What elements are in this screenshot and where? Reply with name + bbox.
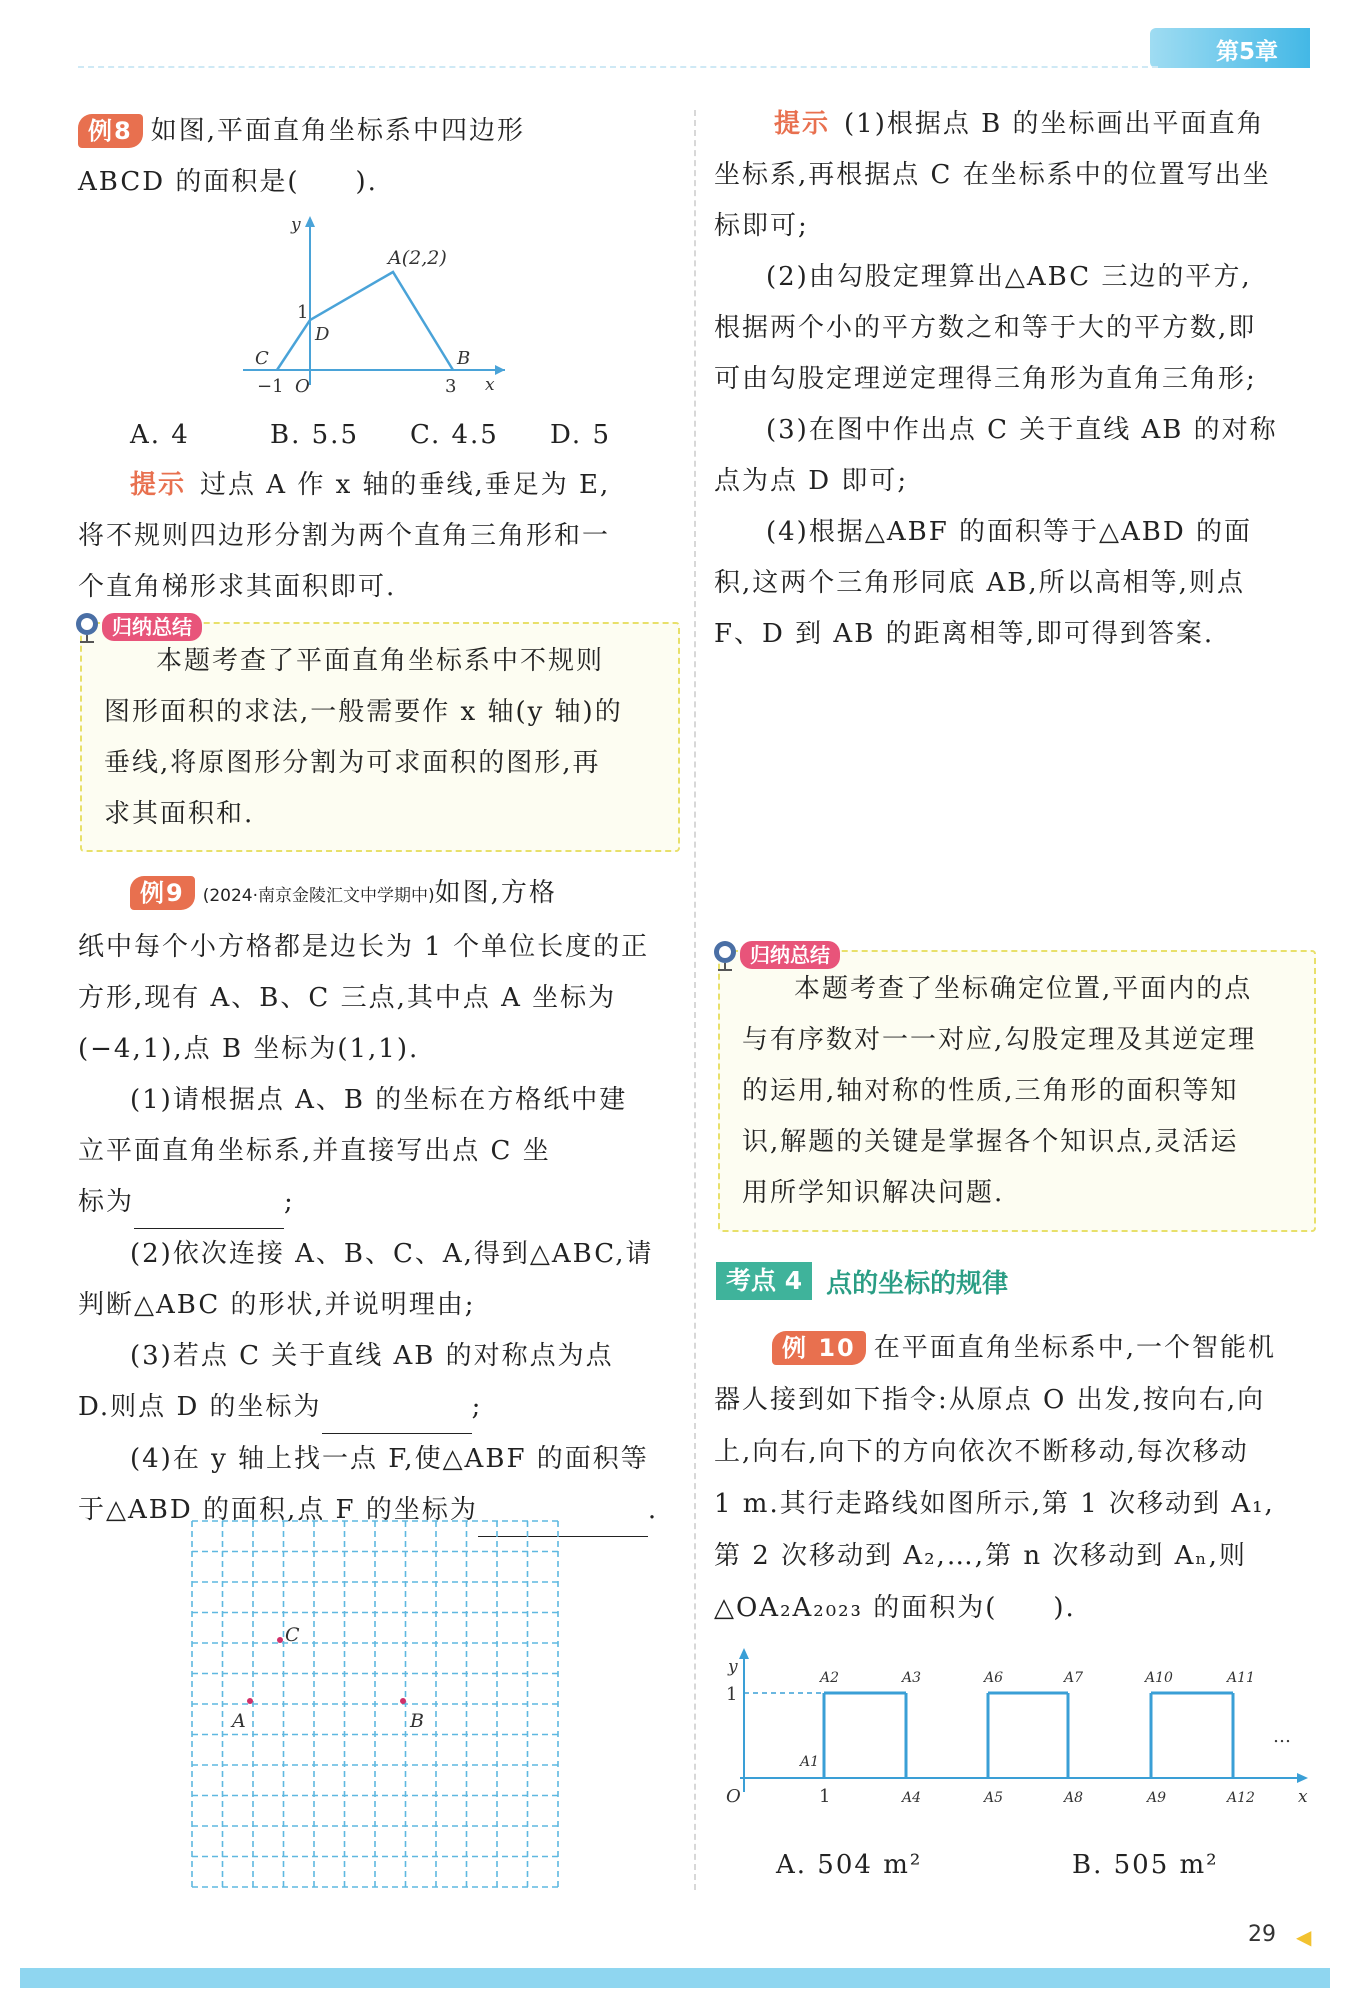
grid-lines [192,1521,558,1887]
ex10-path-figure [718,1642,1318,1812]
robot-path [824,1693,1233,1778]
ex9-source: (2024·南京金陵汇文中学期中) [202,886,435,906]
label-a4: A4 [902,1790,922,1806]
ex9-tip [714,99,1324,660]
summary1-line1: 本题考查了平面直角坐标系中不规则 [156,646,605,676]
chapter-label: 第5章 [1215,39,1278,65]
ex10-line2: 器人接到如下指令:从原点 O 出发,按向右,向 [714,1385,1266,1415]
tip9-p3a: (3)在图中作出点 C 关于直线 AB 的对称 [766,415,1278,445]
ex9-q4a: (4)在 y 轴上找一点 F,使△ABF 的面积等 [130,1444,649,1474]
ex10-line3: 上,向右,向下的方向依次不断移动,每次移动 [714,1437,1249,1467]
ex10-tick-y1: 1 [726,1684,738,1705]
example-8 [78,106,678,208]
example-10 [714,1322,1324,1634]
header-rule [78,66,1158,68]
ex8-origin: O [295,376,310,397]
ex9-grid-figure [188,1517,562,1891]
globe-icon [72,610,106,644]
ex9-q3a: (3)若点 C 关于直线 AB 的对称点为点 [130,1341,614,1371]
y-axis-arrow-icon [305,216,315,227]
grid-label-c: C [285,1624,300,1646]
ex10-option-a[interactable]: A. 504 m² [776,1850,923,1880]
summary1-badge-label: 归纳总结 [102,613,202,641]
label-a8: A8 [1064,1790,1084,1806]
grid-point-c [277,1637,283,1643]
column-divider [694,110,696,1890]
chapter-tab [1150,28,1310,68]
ex8-option-d[interactable]: D. 5 [550,420,611,450]
label-a1: A1 [800,1754,820,1770]
summary2-line3: 的运用,轴对称的性质,三角形的面积等知 [742,1076,1239,1106]
grid-label-a: A [232,1710,246,1732]
label-a9: A9 [1147,1790,1167,1806]
page-arrow-icon: ◀ [1296,1925,1312,1949]
tip9-p1c: 标即可; [714,211,809,241]
ex8-tip [78,460,688,613]
label-a5: A5 [984,1790,1004,1806]
ex8-tip-line2: 将不规则四边形分割为两个直角三角形和一 [78,521,611,551]
ex10-line1: 在平面直角坐标系中,一个智能机 [873,1333,1277,1363]
label-a7: A7 [1064,1670,1084,1686]
ex9-line4: (−4,1),点 B 坐标为(1,1). [78,1034,420,1064]
kaodian-label: 考点 4 [716,1262,812,1300]
label-a2: A2 [820,1670,840,1686]
section-header-kaodian-4 [716,1262,1008,1300]
ex9-q2a: (2)依次连接 A、B、C、A,得到△ABC,请 [130,1239,654,1269]
ex8-point-d: D [315,324,330,345]
y-axis-arrow-icon [739,1648,749,1659]
ex10-tick-x1: 1 [819,1786,831,1807]
tip9-p4a: (4)根据△ABF 的面积等于△ABD 的面 [766,517,1253,547]
summary2-line5: 用所学知识解决问题. [742,1178,1005,1208]
ex8-option-a[interactable]: A. 4 [130,420,190,450]
summary-badge-1 [72,610,202,644]
ex8-x-label: x [485,375,495,395]
ex9-line3: 方形,现有 A、B、C 三点,其中点 A 坐标为 [78,983,617,1013]
ex8-tick-neg1: −1 [257,376,284,397]
footer-bar [20,1968,1330,1988]
ex10-origin: O [726,1786,741,1807]
tip9-p2c: 可由勾股定理逆定理得三角形为直角三角形; [714,364,1257,394]
ex9-q1a: (1)请根据点 A、B 的坐标在方格纸中建 [130,1085,628,1115]
ex9-line2: 纸中每个小方格都是边长为 1 个单位长度的正 [78,932,650,962]
ex8-tip-label: 提示 [130,470,187,500]
ex8-point-a: A(2,2) [388,247,447,269]
ex10-x-label: x [1298,1787,1308,1807]
x-axis-arrow-icon [495,365,505,375]
summary1-line3: 垂线,将原图形分割为可求面积的图形,再 [104,748,601,778]
ex8-tick-1: 1 [297,302,309,323]
ex10-line5: 第 2 次移动到 A₂,…,第 n 次移动到 Aₙ,则 [714,1541,1247,1571]
summary1-line2: 图形面积的求法,一般需要作 x 轴(y 轴)的 [104,697,623,727]
ex8-line1: 如图,平面直角坐标系中四边形 [150,116,525,146]
ex8-option-b[interactable]: B. 5.5 [270,420,359,450]
label-a3: A3 [902,1670,922,1686]
label-a6: A6 [984,1670,1004,1686]
summary2-badge-label: 归纳总结 [740,941,840,969]
summary2-line4: 识,解题的关键是掌握各个知识点,灵活运 [742,1127,1239,1157]
ex8-tick-3: 3 [445,376,457,397]
globe-icon [710,938,744,972]
ex9-line1: 如图,方格 [434,878,557,908]
ex9-q2b: 判断△ABC 的形状,并说明理由; [78,1290,476,1320]
ex9-q4b: 于△ABD 的面积,点 F 的坐标为 [78,1495,478,1525]
ex8-point-c: C [255,348,269,369]
grid-label-b: B [410,1710,424,1732]
ex9-tip-label: 提示 [774,109,831,139]
summary-badge-2 [710,938,840,972]
answer-blank-c[interactable] [134,1177,284,1229]
x-axis-arrow-icon [1297,1773,1308,1783]
label-a11: A11 [1227,1670,1255,1686]
ex8-y-label: y [291,215,301,235]
ex9-q3b: D.则点 D 的坐标为 [78,1392,322,1422]
ex8-option-c[interactable]: C. 4.5 [410,420,499,450]
summary2-line2: 与有序数对一一对应,勾股定理及其逆定理 [742,1025,1257,1055]
tip9-p1b: 坐标系,再根据点 C 在坐标系中的位置写出坐 [714,160,1271,190]
label-a12: A12 [1227,1790,1255,1806]
example-9-badge: 例9 [130,876,195,910]
grid-point-a [247,1698,253,1704]
ex9-q1b: 立平面直角坐标系,并直接写出点 C 坐 [78,1136,551,1166]
ex8-point-b: B [457,348,471,369]
kaodian-title: 点的坐标的规律 [826,1268,1009,1299]
ex8-tip-line1: 过点 A 作 x 轴的垂线,垂足为 E, [200,470,611,500]
ex9-q4b-end: . [647,1495,659,1525]
ex10-y-label: y [728,1657,738,1677]
ex9-q3b-end: ; [471,1392,483,1422]
ex10-options [776,1840,1316,1891]
example-9 [78,868,688,1537]
summary-box-2 [718,950,1316,1232]
tip9-p2b: 根据两个小的平方数之和等于大的平方数,即 [714,313,1257,343]
ex8-options [130,410,690,461]
tip9-p4b: 积,这两个三角形同底 AB,所以高相等,则点 [714,568,1245,598]
ex10-ellipsis: … [1273,1726,1291,1747]
ex9-q1c-end: ; [284,1187,295,1217]
example-8-badge: 例8 [78,114,143,148]
tip9-p2a: (2)由勾股定理算出△ABC 三边的平方, [766,262,1252,292]
page-number: 29 [1248,1922,1276,1947]
ex8-tip-line3: 个直角梯形求其面积即可. [78,572,397,602]
grid-point-b [400,1698,406,1704]
ex9-q1c: 标为 [78,1187,135,1217]
ex10-option-b[interactable]: B. 505 m² [1072,1850,1219,1880]
label-a10: A10 [1145,1670,1173,1686]
ex10-line6: △OA₂A₂₀₂₃ 的面积为( ). [714,1593,1076,1623]
summary-box-1 [80,622,680,852]
summary1-line4: 求其面积和. [104,799,255,829]
tip9-p3b: 点为点 D 即可; [714,466,909,496]
ex8-line2: ABCD 的面积是( ). [78,167,378,197]
tip9-p4c: F、D 到 AB 的距离相等,即可得到答案. [714,619,1215,649]
ex8-figure [235,210,525,400]
example-10-badge: 例 10 [772,1331,866,1365]
summary2-line1: 本题考查了坐标确定位置,平面内的点 [794,974,1253,1004]
tip9-p1a: (1)根据点 B 的坐标画出平面直角 [844,109,1265,139]
ex10-line4: 1 m.其行走路线如图所示,第 1 次移动到 A₁, [714,1489,1275,1519]
answer-blank-d[interactable] [322,1382,472,1434]
